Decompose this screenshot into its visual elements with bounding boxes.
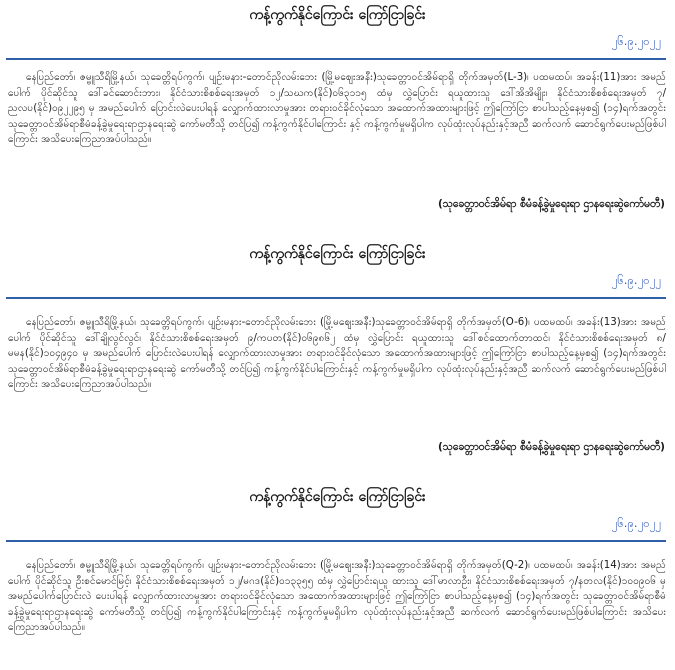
notice-date: ၂၆.၉.၂၀၂၂ bbox=[611, 516, 661, 530]
notice-3 bbox=[0, 488, 675, 670]
notice-title: ကန့်ကွက်နိုင်ကြောင်း ကြော်ငြာခြင်း bbox=[249, 489, 426, 505]
notice-signature: (သုခေတ္တာဝင်အိမ်ရာ စီမံခန့်ခွဲမှုရေးရာ ဌာနရေးဆွဲကော်မတီ) bbox=[437, 198, 665, 210]
notice-body: နေပြည်တော်၊ ဇမ္ဗူသီရိမြို့နယ်၊ သုခေတ္တိရပ်ကွက်၊ ပျဉ်းမနား-တောင်ညိုလမ်းဘေး (မြို့မဈေးအနီး)သုခေတ္တာဝင်အိမ်ရာရှိ တိုက်အမှတ်(L-3)၊ ပထမထပ်၊ အခန်း(11)အား အမည်ပေါက် ပိုင်ဆိုင်သူ ဒေါ်ခင်ဆောင်းဘား၊ နိုင်ငံသားစိစစ်ရေးအမှတ် ၁၂/သဃက(နိုင်)၀၆၃၁၁၅ ထံမှ လွှဲပြောင်း ရယူထားသူ ဒေါ်အိအိမျိုး၊ နိုင်ငံသားစိစစ်ရေးအမှတ် ၇/ညလပ(နိုင်)၀၉၂၂၉၅ မှ အမည်ပေါက် ပြောင်းလဲပေးပါရန် လျှောက်ထားလာမှုအား တရားဝင်ခိုင်လုံသော အထောက်အထားများဖြင့် ဤကြော်ငြာ စာပါသည့်နေ့မှစ၍ (၁၄)ရက်အတွင်း သုခေတ္တာဝင်အိမ်ရာစီမံခန့်ခွဲမှုရေးရာဌာနရေးဆွဲ ကော်မတီသို့ တင်ပြ၍ ကန့်ကွက်နိုင်ပါကြောင်း နှင့် ကန့်ကွက်မှုမရှိပါက လုပ်ထုံးလုပ်နည်းနှင့်အညီ ဆက်လက် ဆောင်ရွက်ပေးမည်ဖြစ်ပါကြောင်း အသိပေးကြေညာအပ်ပါသည်။ bbox=[8, 72, 666, 145]
notice-2 bbox=[0, 245, 675, 455]
notice-date: ၂၆.၉.၂၀၂၂ bbox=[611, 273, 661, 287]
notice-body: နေပြည်တော်၊ ဇမ္ဗူသီရိမြို့နယ်၊ သုခေတ္တိရပ်ကွက်၊ ပျဉ်းမနား-တောင်ညိုလမ်းဘေး (မြို့မဈေးအနီး)သုခေတ္တာဝင်အိမ်ရာရှိ တိုက်အမှတ်(Q-2)၊ ပထမထပ်၊ အခန်း(14)အား အမည်ပေါက် ပိုင်ဆိုင်သူ ဦးစင်မောင်မြင့်၊ နိုင်ငံသားစိစစ်ရေးအမှတ် ၁၂/မဂဒ(နိုင်)၀၁၃၃၅၅ ထံမှ လွှဲပြောင်းရယူ ထားသူ ဒေါ်မာလာဦး၊ နိုင်ငံသားစိစစ်ရေးအမှတ် ၇/နတလ(နိုင်)၁၀၀၉၀၆ မှ အမည်ပေါက်ပြောင်းလဲ ပေးပါရန် လျှောက်ထားလာမှုအား တရားဝင်ခိုင်လုံသော အထောက်အထားများဖြင့် ဤကြော်ငြာ စာပါသည့်နေ့မှစ၍ (၁၄)ရက်အတွင်း သုခေတ္တာဝင်အိမ်ရာစီမံခန့်ခွဲမှုရေးရာဌာနရေးဆွဲ ကော်မတီသို့ တင်ပြ၍ ကန့်ကွက်နိုင်ပါကြောင်းနှင့် ကန့်ကွက်မှုမရှိပါက လုပ်ထုံးလုပ်နည်းနှင့်အညီ ဆက်လက် ဆောင်ရွက်ပေးမည်ဖြစ်ပါကြောင်း အသိပေးကြေညာအပ်ပါသည်။ bbox=[8, 560, 666, 633]
notice-signature: (သုခေတ္တာဝင်အိမ်ရာ စီမံခန့်ခွဲမှုရေးရာ ဌာနရေးဆွဲကော်မတီ) bbox=[437, 441, 665, 453]
notice-body: နေပြည်တော်၊ ဇမ္ဗူသီရိမြို့နယ်၊ သုခေတ္တိရပ်ကွက်၊ ပျဉ်းမနား-တောင်ညိုလမ်းဘေး (မြို့မဈေးအနီး)သုခေတ္တာဝင်အိမ်ရာရှိ တိုက်အမှတ်(O-6)၊ ပထမထပ်၊ အခန်း(13)အား အမည်ပေါက် ပိုင်ဆိုင်သူ ဒေါ်ချိုလွင်လွင်၊ နိုင်ငံသားစိစစ်ရေးအမှတ် ၉/ကပတ(နိုင်)၀၆၉၈၆၂ ထံမှ လွှဲပြောင်း ရယူထားသူ ဒေါ်စင်ထောက်တာထင်၊ နိုင်ငံသားစိစစ်ရေးအမှတ် ၈/မမန(နိုင်)၁၀၄၉၄၀ မှ အမည်ပေါက် ပြောင်းလဲပေးပါရန် လျှောက်ထားလာမှုအား တရားဝင်ခိုင်လုံသော အထောက်အထားများဖြင့် ဤကြော်ငြာ စာပါသည့်နေ့မှစ၍ (၁၄)ရက်အတွင်း သုခေတ္တာဝင်အိမ်ရာစီမံခန့်ခွဲမှုရေးရာဌာနရေးဆွဲ ကော်မတီသို့ တင်ပြ၍ ကန့်ကွက်နိုင်ပါကြောင်းနှင့် ကန့်ကွက်မှုမရှိပါက လုပ်ထုံးလုပ်နည်းနှင့်အညီ ဆက်လက် ဆောင်ရွက်ပေးမည်ဖြစ်ပါကြောင်း အသိပေးကြေညာအပ်ပါသည်။ bbox=[8, 317, 666, 390]
notice-divider bbox=[6, 540, 666, 542]
notice-date: ၂၆.၉.၂၀၂၂ bbox=[611, 34, 661, 48]
notice-title: ကန့်ကွက်နိုင်ကြောင်း ကြော်ငြာခြင်း bbox=[249, 246, 426, 262]
notice-1 bbox=[0, 6, 675, 216]
notice-divider bbox=[6, 297, 666, 299]
notice-divider bbox=[6, 58, 666, 60]
notice-title: ကန့်ကွက်နိုင်ကြောင်း ကြော်ငြာခြင်း bbox=[249, 7, 426, 23]
